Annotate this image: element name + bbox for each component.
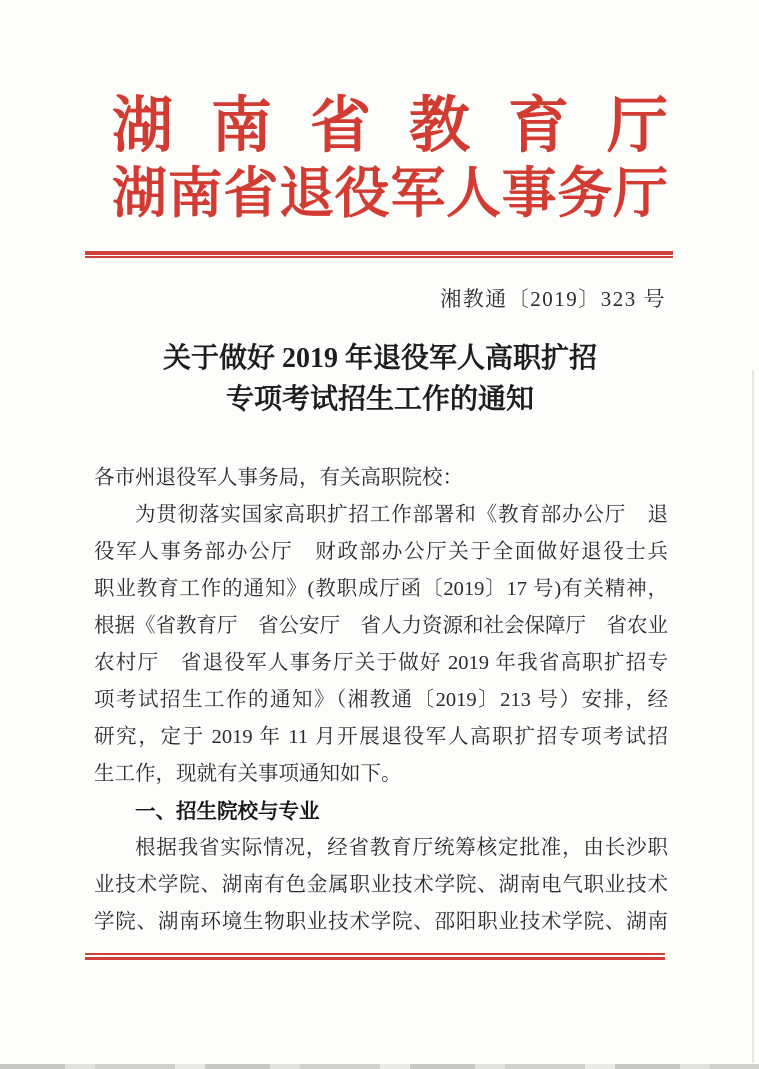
letterhead-separator-rule <box>85 251 673 258</box>
rule-thin-bar <box>85 953 665 955</box>
salutation-line: 各市州退役军人事务局，有关高职院校： <box>94 467 463 489</box>
rule-thick-bar <box>85 251 673 255</box>
document-body <box>94 460 668 941</box>
rule-thick-bar <box>85 957 665 961</box>
body-line: 根据我省实际情况，经省教育厅统筹核定批准，由长沙职 <box>135 837 668 859</box>
body-line: 职业教育工作的通知》(教职成厅函〔2019〕17 号)有关精神， <box>94 578 668 600</box>
body-line: 研究，定于 2019 年 11 月开展退役军人高职扩招专项考试招 <box>94 726 668 748</box>
document-title <box>70 338 690 420</box>
body-line: 项考试招生工作的通知》（湘教通〔2019〕213 号）安排，经 <box>94 689 668 711</box>
body-line: 业技术学院、湖南有色金属职业技术学院、湖南电气职业技术 <box>94 874 668 896</box>
body-line: 学院、湖南环境生物职业技术学院、邵阳职业技术学院、湖南 <box>94 911 668 933</box>
document-number: 湘教通〔2019〕323 号 <box>440 287 666 311</box>
document-title-line-2: 专项考试招生工作的通知 <box>225 384 534 415</box>
document-title-line-1: 关于做好 2019 年退役军人高职扩招 <box>162 343 597 374</box>
letterhead-agency-line-2: 湖南省退役军人事务厅 <box>112 163 668 224</box>
body-line: 生工作，现就有关事项通知如下。 <box>94 763 402 785</box>
body-line: 为贯彻落实国家高职扩招工作部署和《教育部办公厅 退 <box>135 504 668 526</box>
rule-thin-bar <box>85 256 673 258</box>
body-line: 根据《省教育厅 省公安厅 省人力资源和社会保障厅 省农业 <box>94 615 668 637</box>
scan-edge-shadow-bottom <box>0 1064 759 1069</box>
section-heading: 一、招生院校与专业 <box>135 800 320 823</box>
scan-edge-shadow-right <box>752 370 754 1063</box>
body-line: 役军人事务部办公厅 财政部办公厅关于全面做好退役士兵 <box>94 541 668 563</box>
body-line: 农村厅 省退役军人事务厅关于做好 2019 年我省高职扩招专 <box>94 652 668 674</box>
footer-separator-rule <box>85 953 665 961</box>
letterhead-agency-line-1: 湖南省教育厅 <box>112 93 668 160</box>
